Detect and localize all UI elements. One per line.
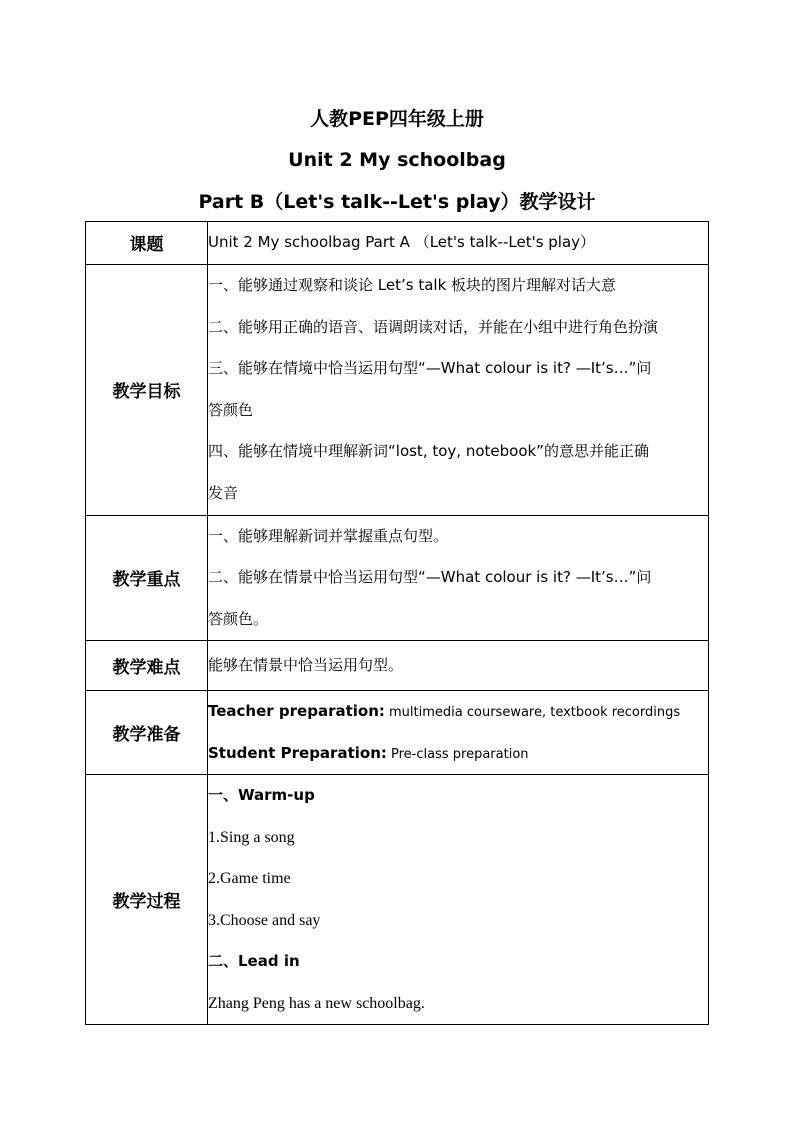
difficulties-content: 能够在情景中恰当运用句型。 — [208, 641, 709, 691]
key-point-line: 答颜色。 — [208, 609, 269, 628]
difficulties-row — [86, 641, 709, 691]
topic-value: Unit 2 My schoolbag Part A （Let's talk--Let's play） — [208, 222, 709, 265]
process-content — [208, 775, 709, 1025]
part-title: Part B（Let's talk--Let's play）教学设计 — [198, 191, 596, 213]
key-point-line: 二、能够在情景中恰当运用句型“—What colour is it? —It’s…”问 — [208, 568, 652, 586]
process-step: 2.Game time — [208, 870, 291, 887]
objectives-content — [208, 264, 709, 515]
preparation-label: 教学准备 — [86, 691, 208, 775]
process-label: 教学过程 — [86, 775, 208, 1025]
objective-line: 发音 — [208, 483, 239, 502]
preparation-content — [208, 691, 709, 775]
process-heading: 一、Warm-up — [208, 786, 315, 804]
process-step: 3.Choose and say — [208, 911, 321, 929]
objectives-row — [86, 264, 709, 515]
key-point-line: 一、能够理解新词并掌握重点句型。 — [208, 526, 449, 545]
process-step: 1.Sing a song — [208, 828, 295, 846]
document-title: 人教PEP四年级上册 — [310, 108, 484, 130]
topic-row — [86, 222, 709, 265]
objectives-label: 教学目标 — [86, 264, 208, 515]
objective-line: 答颜色 — [208, 400, 254, 419]
process-heading: 二、Lead in — [208, 952, 300, 970]
difficulties-label: 教学难点 — [86, 641, 208, 691]
preparation-row — [86, 691, 709, 775]
objective-line: 四、能够在情境中理解新词“lost, toy, notebook”的意思并能正确 — [208, 442, 649, 460]
lesson-plan-table — [85, 221, 709, 1025]
process-row — [86, 775, 709, 1025]
objective-line: 三、能够在情境中恰当运用句型“—What colour is it? —It’s…”问 — [208, 359, 652, 377]
topic-label: 课题 — [86, 222, 208, 265]
key-points-row — [86, 515, 709, 641]
process-text: Zhang Peng has a new schoolbag. — [208, 994, 425, 1012]
key-points-label: 教学重点 — [86, 515, 208, 641]
objective-line: 一、能够通过观察和谈论 Let’s talk 板块的图片理解对话大意 — [208, 276, 617, 294]
unit-title: Unit 2 My schoolbag — [288, 149, 506, 171]
objective-line: 二、能够用正确的语音、语调朗读对话，并能在小组中进行角色扮演 — [208, 317, 659, 336]
teacher-preparation: Teacher preparation: multimedia courseware, textbook recordings — [208, 702, 681, 720]
student-preparation: Student Preparation: Pre-class preparation — [208, 743, 529, 762]
key-points-content — [208, 515, 709, 641]
